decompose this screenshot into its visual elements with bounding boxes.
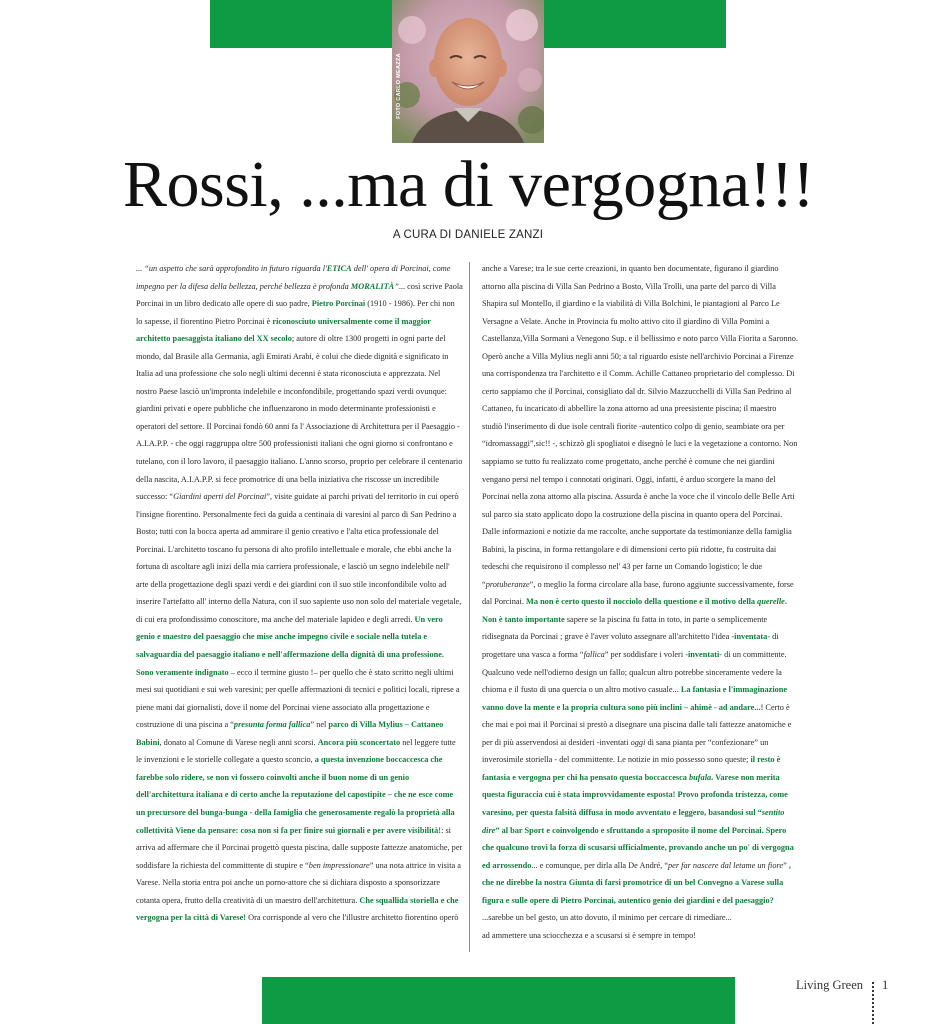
right-column (482, 260, 798, 944)
left-column (136, 260, 463, 927)
page-number: 1 (882, 978, 889, 992)
article-title: Rossi, ...ma di vergogna!!! (122, 148, 814, 221)
photo-credit: FOTO CARLO MEAZZA (396, 53, 402, 119)
paragraph: ad ammettere una sciocchezza e a scusarsi si è sempre in tempo! (482, 930, 697, 940)
paragraph: anche a Varese; tra le sue certe creazioni, in quanto ben documentate, figurano il giardino attorno alla piscina di Villa San Pedrino a Bosto, Villa Trolli, una parte del parco di Villa Shapira sul Montello, il giardino e la viabilità di Villa Bolchini, le piantagioni al Parco Le Versagne a Velate. Anche in Provincia fu molto attivo cito il giardino di Villa Pomini a Castellanza,Villa Sormani a Venegono Sup. e il bellissimo e noto parco Villa Fiorita a Saronno. Operò anche a Villa Mylius negli anni 50; a tal riguardo esiste nell'archivio Porcinai a Firenze una corrispondenza tra l'architetto e il Comm. Achille Cattaneo proprietario del complesso. Di certo sappiamo che il Porcinai, consigliato dal dr. Silvio Mazzucchelli di Villa San Pedrino al Cattaneo, fu incaricato di abbellire la zona attorno ad una preesistente piscina; il maestro studiò l'inserimento di due isole centrali fiorite -autentico colpo di genio, seambiate ora per “idromassaggi”,sic!! -, schizzò gli spogliatoi e disegnò le luci e la vegetazione a contorno. Non sappiamo se tutto fu realizzato come progettato, anche perché è comune che nei giardini vengano persi nel tempo i connotati originari. Oggi, infatti, è arduo scorgere la mano del Porcinai nella zona attorno alla piscina. Assurda è anche la voce che il vincolo delle Belle Arti sul parco sia stato applicato dopo la costruzione della piscina in quanto opera del Porcinai. Dalle informazioni e notizie da me raccolte, anche supportate da testimonianze della famiglia Babini, la piscina, in forma rettangolare e di dimensioni certo più ridotte, fu costruita dai tedeschi che requisirono il complesso nel' 43 per farne un Comando logistico; le due “protuberanze”, o meglio la forma circolare alla base, furono aggiunte successivamente, forse dal Porcinai. Ma non è certo questo il nocciolo della questione e il motivo della querelle. Non è tanto importante sapere se la piscina fu fatta in toto, in parte o semplicemente ridisegnata da Porcinai ; grave è l'aver voluto assegnare all'architetto l'idea -inventata- di progettare una vasca a forma “fallica” per soddisfare i voleri -inventati- di un committente. Qualcuno vede nell'odierno design un fallo; qualcun altro potrebbe sinceramente vedere la chioma e il fusto di una quercia o un altro motivo casuale... La fantasia e l'immaginazione vanno dove la mente e la propria cultura sono più inclini – ahimè - ad andare...! Certo è che mai e poi mai il Porcinai si prestò a disegnare una piscina dalle tali fattezze anatomiche e per di più asservendosi ai desideri -inventati oggi di sana pianta per “confezionare” un inverosimile storiella - del committente. Le notizie in mio possesso sono queste; il resto è fantasia e vergogna per chi ha pensato questa boccaccesca bufala. Varese non merita questa figuraccia cui è stata improvvidamente esposta! Provo profonda tristezza, come varesino, per questa falsità diffusa in modo avventato e leggero, basandosi sul “sentito dire” al bar Sport e coinvolgendo e sfruttando a sproposito il nome del Porcinai. Spero che qualcuno trovi la forza di scusarsi ufficialmente, provando anche un po' di vergogna ed arrossendo... e comunque, per dirla alla De André, “per far nascere dal letame un fiore” , che ne direbbe la nostra Giunta di farsi promotrice di un bel Convegno a Varese sulla figura e sulle opere di Pietro Porcinai, autentico genio dei giardini e del paesaggio? ...sarebbe un bel gesto, un atto dovuto, il minimo per cercare di rimediare... (482, 264, 798, 923)
footer-magazine-name: Living Green (796, 978, 863, 992)
author-photo (392, 0, 544, 143)
paragraph: ... “un aspetto che sarà approfondito in futuro riguarda l'ETICA dell' opera di Porcinai, come impegno per la difesa della bellezza, perché bellezza è profonda MORALITÀ”... così scrive Paola Porcinai in un libro dedicato alle opere di suo padre, Pietro Porcinai (1910 - 1986). Per chi non lo sapesse, il fiorentino Pietro Porcinai è riconosciuto universalmente come il maggior architetto paesaggista italiano del XX secolo; autore di oltre 1300 progetti in ogni parte del mondo, dal Brasile alla Germania, agli Emirati Arabi, è colui che diede dignità e significato in Italia ad una professione che solo negli ultimi decenni è stata riconosciuta e apprezzata. Nel nostro Paese lasciò un'impronta indelebile e inconfondibile, progettando spazi verdi ovunque: giardini privati e opere pubbliche che influenzarono in modo determinante professionisti e operatori del settore. Il Porcinai fondò 60 anni fa l' Associazione di Architettura per il Paesaggio - A.I.A.P.P. - che oggi raggruppa oltre 500 professionisti italiani che ogni giorno si confrontano e tutelano, con il loro lavoro, il paesaggio italiano. L'anno scorso, proprio per celebrare il centenario della nascita, A.I.A.P.P. si fece promotrice di una bella iniziativa che riscosse un incredibile successo: “Giardini aperti del Porcinai”, visite guidate ai parchi privati del territorio in cui operò l'insigne fiorentino. Personalmente feci da guida a centinaia di varesini al parco di San Pedrino a Bosto; tutti con la bocca aperta ad ammirare il genio creativo e l'alta etica professionale del Porcinai. L'architetto toscano fu persona di alto profilo intellettuale e morale, che ebbi anche la fortuna di ascoltare agli inizi della mia carriera professionale, e lasciò un segno indelebile nell' arte della progettazione degli spazi verdi e dei giardini con il suo stile inconfondibile volto ad inserire l'artefatto all' interno della Natura, con il suo sapiente uso non solo del materiale vegetale, di cui era profondissimo conoscitore, ma anche del materiale lapideo e degli arredi. Un vero genio e maestro del paesaggio che mise anche impegno civile e sociale nella tutela e salvaguardia del paesaggio italiano e nell'affermazione della dignità di una professione. Sono veramente indignato – ecco il termine giusto !– per quello che è stato scritto negli ultimi mesi sui quotidiani e sui web varesini; per quelle affermazioni di tecnici e politici locali, riprese a piene mani dai giornalisti, dove il nome del Porcinai viene associato alla progettazione e costruzione di una piscina a “presunta forma fallica” nel parco di Villa Mylius – Cattaneo Babini, donato al Comune di Varese negli anni scorsi. Ancora più sconcertato nel leggere tutte le invenzioni e le storielle collegate a questo sconcio, a questa invenzione boccaccesca che farebbe solo ridere, se non vi fossero coinvolti anche il buon nome di un genio dell'architettura italiana e di certo anche la reputazione del capostipite – che ne esce come un precursore del bunga-bunga - della famiglia che generosamente regalò la proprietà alla collettività Viene da pensare: cosa non si fa per finire sui giornali e per avere visibilità!: si arriva ad affermare che il Porcinai progettò questa piscina, dalle supposte fattezze anatomiche, per soddisfare la richiesta del committente di stupire e “ben impressionare” una nota attrice in visita a Varese. Nella storia entra poi anche un porno-attore che si dichiara disposto a sponsorizzare cotanta opera, frutto della creatività di un maestro dell'architettura. Che squallida storiella e che vergogna per la città di Varese! Ora corrisponde al vero che l'illustre architetto fiorentino operò (136, 264, 463, 923)
footer-dotted-separator (872, 982, 876, 1024)
bottom-green-band (262, 977, 735, 1024)
column-divider (469, 262, 470, 952)
byline: A CURA DI DANIELE ZANZI (392, 229, 544, 241)
